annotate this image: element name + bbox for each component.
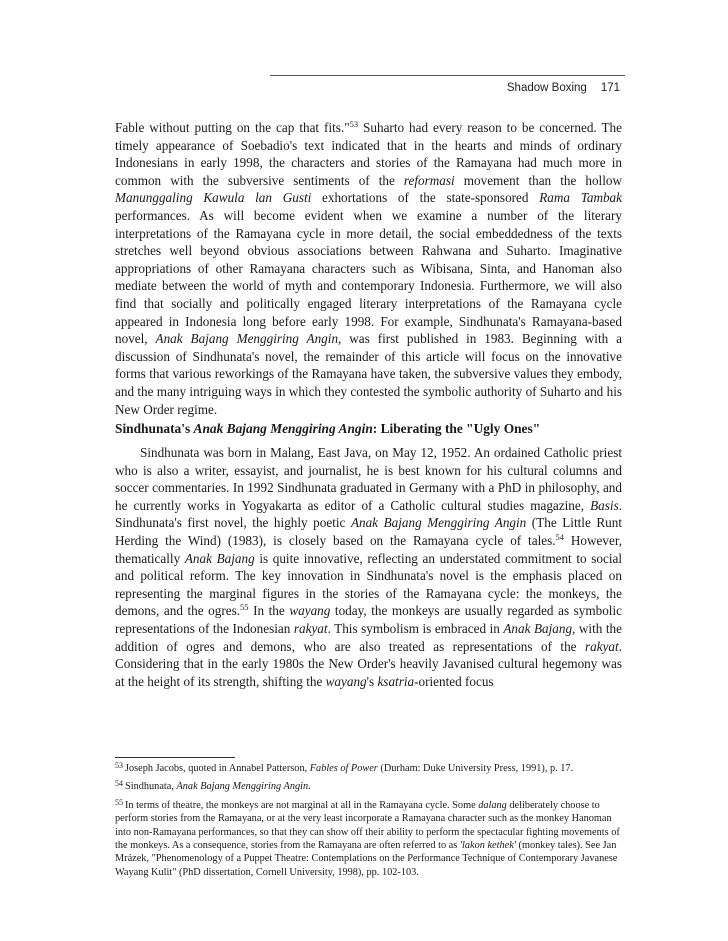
italic-text: Anak Bajang Menggiring Angin [193, 421, 373, 436]
italic-text: Anak Bajang [184, 550, 255, 566]
footnote-number: 53 [115, 761, 123, 770]
footnote-55 [115, 799, 622, 879]
running-head-title: Shadow Boxing [506, 82, 587, 94]
text-run: performances. As will become evident when we examine a number of the literary interpretations of the Ramayana cycle in more detail, the social embeddedness of the texts stretches well beyond obvious associations between Rahwana and Suharto. Imaginative appropriations of other Ramayana characters such as Wibisana, Sinta, and Hanoman also mediate between the world of myth and contemporary Indonesia. Furthermore, we will also find that socially and politically engaged literary interpretations of the Ramayana cycle appeared in Indonesia long before early 1998. For example, Sindhunata's Ramayana-based novel, [115, 207, 622, 347]
italic-text: Anak Bajang Menggiring Angin [350, 515, 527, 531]
text-run: 's [366, 673, 378, 689]
italic-text: Fables of Power [309, 763, 378, 774]
footnote-separator [115, 757, 235, 758]
italic-text: rakyat [293, 620, 328, 636]
italic-text: Anak Bajang Menggiring Angin [155, 331, 339, 347]
italic-text: reformasi [403, 172, 455, 188]
text-run: is quite innovative, reflecting an understated commitment to social and political reform. The key innovation in Sindhunata's novel is the emphasis placed on representing the marginal figures in the stories of the Ramayana cycle: the monkeys, the demons, and the ogres. [115, 550, 622, 619]
text-run: In the [248, 603, 290, 619]
footnote-54 [115, 780, 622, 793]
italic-text: dalang [478, 799, 507, 811]
italic-text: rakyat [585, 638, 619, 654]
text-run: Suharto had every reason to be concerned. The timely appearance of Soebadio's text indicated that in the hearts and minds of ordinary Indonesians in early 1998, the characters and stories of the Ramayana had much more in common with the subversive sentiments of the [115, 120, 622, 188]
footnote-text [115, 797, 620, 878]
italic-text: wayang [289, 603, 331, 619]
text-run: . [308, 781, 311, 793]
paragraph-2-text [115, 444, 622, 690]
text-run: . This symbolism is embraced in [327, 620, 504, 636]
header-rule [270, 75, 625, 76]
text-run: . Sindhunata's first novel, the highly poetic [115, 497, 622, 531]
text-run: Joseph Jacobs, quoted in Annabel Patterson, [125, 763, 310, 774]
running-head [507, 82, 620, 94]
paragraph-1-text [115, 119, 622, 418]
text-run: , with the addition of ogres and demons, who are also treated as representations of the [115, 620, 622, 654]
text-run: Sindhunata, [125, 781, 177, 793]
italic-text: Anak Bajang Menggiring Angin [176, 781, 309, 793]
footnote-ref: 53 [349, 119, 359, 129]
text-run: -oriented focus [414, 673, 494, 689]
italic-text: Basis [590, 497, 619, 513]
text-run: Fable without putting on the cap that fits." [115, 120, 350, 135]
text-run: today, the monkeys are usually regarded as symbolic representations of the Indonesian [115, 603, 622, 636]
text-run: Sindhunata was born in Malang, East Java, on May 12, 1952. An ordained Catholic priest who is also a writer, essayist, and journalist, he is best known for his cultural columns and soccer commentaries. In 1992 Sindhunata graduated in Germany with a PhD in philosophy, and he currently works in Yogyakarta as editor of a Catholic cultural studies magazine, [115, 445, 622, 513]
italic-text: 'lakon kethek' [459, 840, 516, 852]
section-heading [115, 421, 625, 437]
footnote-text [125, 763, 573, 774]
body-paragraph-2 [115, 444, 622, 690]
italic-text: Anak Bajang [503, 620, 573, 636]
text-run: (monkey tales). See Jan Mrázek, "Phenomenology of a Puppet Theatre: Contemplations on the Performance Technique of Contemporary Javanese Wayang Kulit" (PhD dissertation, Cornell University, 1998), pp. 102-103. [115, 840, 618, 878]
text-run: (Durham: Duke University Press, 1991), p. 17. [377, 763, 574, 774]
body-paragraph-1 [115, 119, 622, 418]
page-number: 171 [600, 82, 620, 94]
text-run: exhortations of the state-sponsored [311, 190, 540, 206]
italic-text: Manunggaling Kawula lan Gusti [115, 190, 312, 206]
text-run: , was first published in 1983. Beginning with a discussion of Sindhunata's novel, the remainder of this article will focus on the innovative forms that various reworkings of the Ramayana have taken, the subversive values they embody, and the many intriguing ways in which they contested the symbolic authority of Suharto and his New Order regime. [115, 331, 622, 417]
footnote-ref: 55 [240, 602, 249, 613]
footnotes [115, 762, 622, 884]
text-run: Sindhunata's [115, 421, 194, 436]
italic-text: Rama Tambak [539, 190, 623, 206]
footnote-number: 54 [115, 779, 123, 789]
footnote-number: 55 [115, 797, 123, 807]
italic-text: wayang [325, 673, 367, 689]
text-run: movement than the hollow [454, 172, 622, 188]
footnote-ref: 54 [555, 531, 565, 542]
text-run: In terms of theatre, the monkeys are not marginal at all in the Ramayana cycle. Some [125, 799, 479, 811]
text-run: (The Little Runt Herding the Wind) (1983), is closely based on the Ramayana cycle of tales. [115, 515, 622, 548]
footnote-53 [115, 762, 622, 775]
italic-text: ksatria [377, 673, 415, 689]
text-run: : Liberating the "Ugly Ones" [372, 421, 541, 436]
footnote-text [125, 781, 311, 792]
text-run: However, thematically [115, 532, 622, 566]
text-run: . Considering that in the early 1980s the New Order's heavily Javanised cultural hegemony was at the height of its strength, shifting the [115, 638, 622, 689]
text-run: deliberately choose to perform stories from the Ramayana, or at the very least incorporate a Ramayana character such as the monkey Hanoman into non-Ramayana performances, so that they can show off their ability to perform the spectacular fighting movements of the monkeys. As a consequence, stories from the Ramayana are often referred to as [115, 799, 620, 852]
